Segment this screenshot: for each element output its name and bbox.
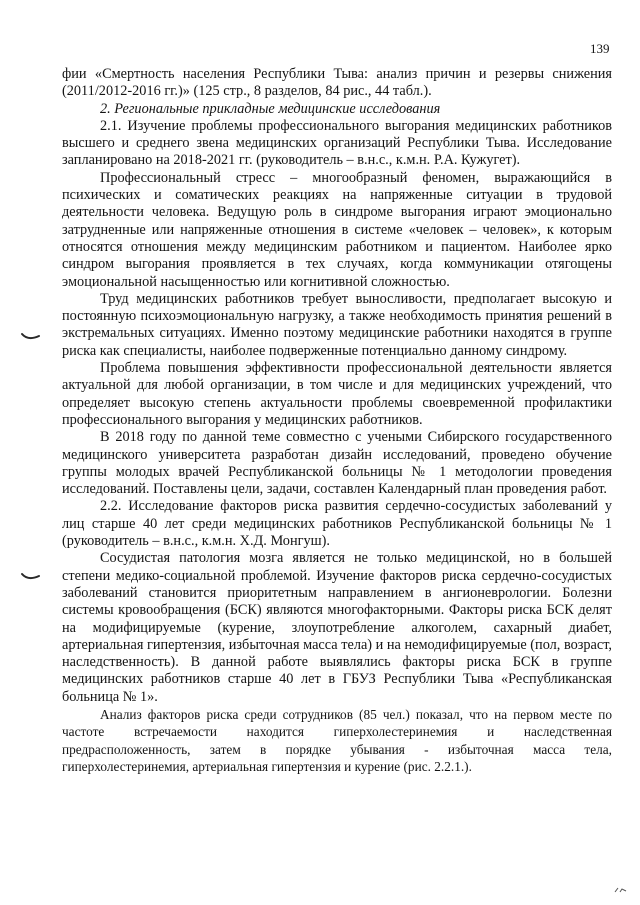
- pencil-mark: [20, 331, 42, 343]
- paragraph-continuation: фии «Смертность населения Республики Тыва: анализ причин и резервы снижения (2011/2012-2016 гг.)» (125 стр., 8 разделов, 84 рис., 44 табл.).: [62, 66, 612, 100]
- page-number: 139: [590, 41, 610, 56]
- pencil-mark: [20, 571, 42, 583]
- paragraph-stress: Профессиональный стресс – многообразный феномен, выражающийся в психических и соматических реакциях на напряженные ситуации в трудовой деятельности человека. Ведущую роль в синдроме выгорания играют эмоционально затрудненные или напряженные отношения в системе «человек – человек», к которым относятся отношения между медицинским работником и пациентом. Наиболее ярко синдром выгорания проявляется в тех случаях, когда коммуникации отягощены эмоциональной насыщенностью или когнитивной сложностью.: [62, 169, 612, 290]
- scan-mark: [614, 886, 628, 894]
- section-heading: 2. Региональные прикладные медицинские исследования: [100, 100, 441, 117]
- paragraph-efficiency: Проблема повышения эффективности профессиональной деятельности является актуальной для любой организации, в том числе и для медицинских учреждений, что определяет высокую степень актуальности проблемы своевременной профилактики профессионального выгорания у медицинских работников.: [62, 360, 612, 428]
- paragraph-2018: В 2018 году по данной теме совместно с учеными Сибирского государственного медицинского университета разработан дизайн исследований, проведено обучение группы молодых врачей Республиканской больницы № 1 методологии проведения исследований. Поставлены цели, задачи, составлен Календарный план проведения работ.: [62, 429, 612, 498]
- paragraph-analysis: Анализ факторов риска среди сотрудников (85 чел.) показал, что на первом месте по частоте встречаемости находится гиперхолестеринемия и наследственная предрасположенность, затем в порядке убывания - избыточная масса тела, гиперхолестеринемия, артериальная гипертензия и курение (рис. 2.2.1.).: [62, 706, 612, 774]
- paragraph-2-1: 2.1. Изучение проблемы профессионального выгорания медицинских работников высшего и среднего звена медицинских организаций Республики Тыва. Исследование запланировано на 2018-2021 гг. (руководитель – в.н.с., к.м.н. Р.А. Кужугет).: [62, 117, 612, 169]
- paragraph-2-2: 2.2. Исследование факторов риска развития сердечно-сосудистых заболеваний у лиц старше 40 лет среди медицинских работников Республиканской больницы № 1 (руководитель – в.н.с., к.м.н. Х.Д. Монгуш).: [62, 498, 612, 550]
- document-body: [62, 66, 612, 775]
- paragraph-labor: Труд медицинских работников требует выносливости, предполагает высокую и постоянную психоэмоциональную нагрузку, а также необходимость принятия решений в экстремальных ситуациях. Именно поэтому медицинские работники находятся в группе риска как специалисты, наиболее подверженные потенциально данному синдрому.: [62, 290, 612, 359]
- paragraph-vascular: Сосудистая патология мозга является не только медицинской, но в большей степени медико-социальной проблемой. Изучение факторов риска сердечно-сосудистых заболеваний становится приоритетным направлением в ангионеврологии. Болезни системы кровообращения (БСК) являются многофакторными. Факторы риска БСК делят на модифицируемые (курение, злоупотребление алкоголем, сахарный диабет, артериальная гипертензия, избыточная масса тела) и на немодифицируемые (пол, возраст, наследственность). В данной работе выявлялись факторы риска БСК в группе медицинских работников старше 40 лет в ГБУЗ Республики Тыва «Республиканская больница № 1».: [62, 550, 612, 705]
